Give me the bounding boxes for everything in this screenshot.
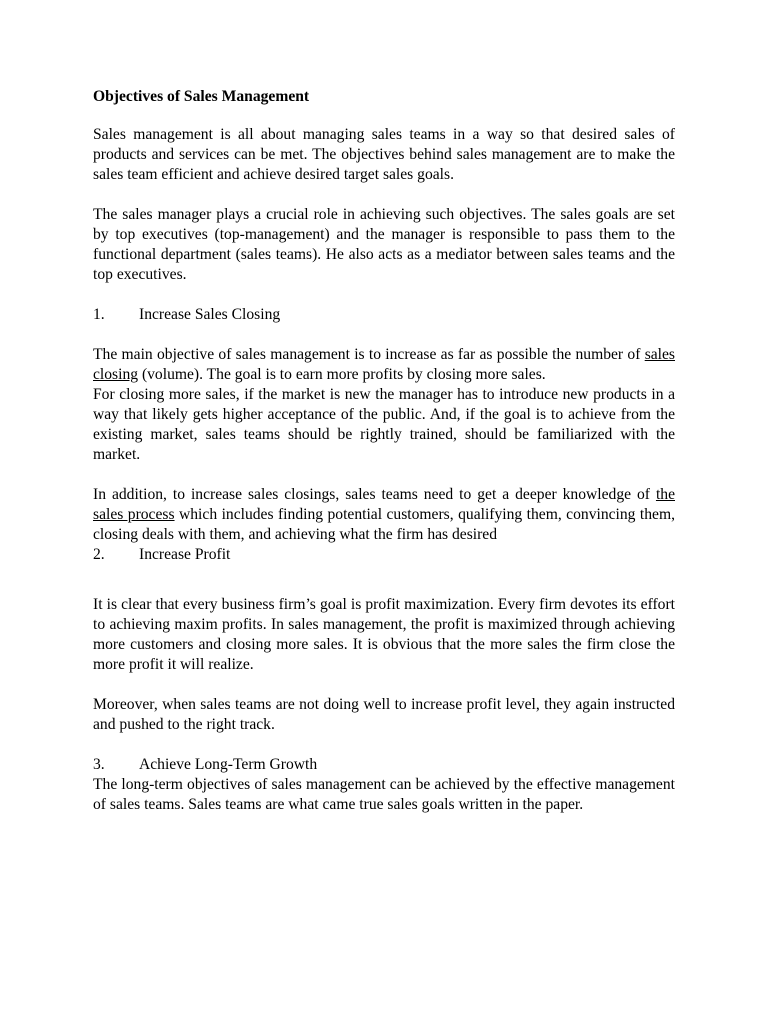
sales-closing-link[interactable]: sales closing bbox=[93, 346, 675, 383]
section-2-paragraph-2: Moreover, when sales teams are not doing well to increase profit level, they again instructed and pushed to the right track. bbox=[93, 696, 675, 733]
section-1-paragraph-1 bbox=[93, 345, 675, 385]
section-number: 3. bbox=[93, 756, 105, 773]
sales-process-link[interactable]: the sales process bbox=[93, 486, 675, 523]
section-1-heading bbox=[93, 305, 675, 325]
intro-paragraph: Sales management is all about managing sales teams in a way so that desired sales of products and services can be met. The objectives behind sales management are to make the sales team efficient and achieve desired target sales goals. bbox=[93, 126, 675, 183]
sales-manager-paragraph: The sales manager plays a crucial role in achieving such objectives. The sales goals are set by top executives (top-management) and the manager is responsible to pass them to the functional department (sales teams). He also acts as a mediator between sales teams and the top executives. bbox=[93, 206, 675, 283]
paragraph-text: The main objective of sales management is to increase as far as possible the number of bbox=[93, 346, 645, 363]
section-3-heading bbox=[93, 755, 675, 775]
section-2-paragraph-1: It is clear that every business firm’s goal is profit maximization. Every firm devotes its effort to achieving maxim profits. In sales management, the profit is maximized through achieving more customers and closing more sales. It is obvious that the more sales the firm close the more profit it will realize. bbox=[93, 596, 675, 673]
paragraph-text: which includes finding potential customers, qualifying them, convincing them, closing deals with them, and achieving what the firm has desired bbox=[93, 506, 676, 543]
section-heading-text: Increase Sales Closing bbox=[139, 306, 281, 323]
section-number: 2. bbox=[93, 546, 105, 563]
section-heading-text: Achieve Long-Term Growth bbox=[139, 756, 318, 773]
section-1-paragraph-3 bbox=[93, 485, 675, 545]
document-title: Objectives of Sales Management bbox=[93, 88, 310, 105]
paragraph-text: (volume). The goal is to earn more profits by closing more sales. bbox=[138, 366, 546, 383]
section-3-paragraph-1: The long-term objectives of sales management can be achieved by the effective management of sales teams. Sales teams are what came true sales goals written in the paper. bbox=[93, 776, 675, 813]
section-number: 1. bbox=[93, 306, 105, 323]
paragraph-text: In addition, to increase sales closings, sales teams need to get a deeper knowledge of bbox=[93, 486, 656, 503]
section-2-heading bbox=[93, 545, 675, 565]
section-heading-text: Increase Profit bbox=[139, 546, 231, 563]
document-page bbox=[93, 87, 675, 815]
section-1-paragraph-2: For closing more sales, if the market is new the manager has to introduce new products in a way that likely gets higher acceptance of the public. And, if the goal is to achieve from the existing market, sales teams should be rightly trained, should be familiarized with the market. bbox=[93, 386, 675, 463]
